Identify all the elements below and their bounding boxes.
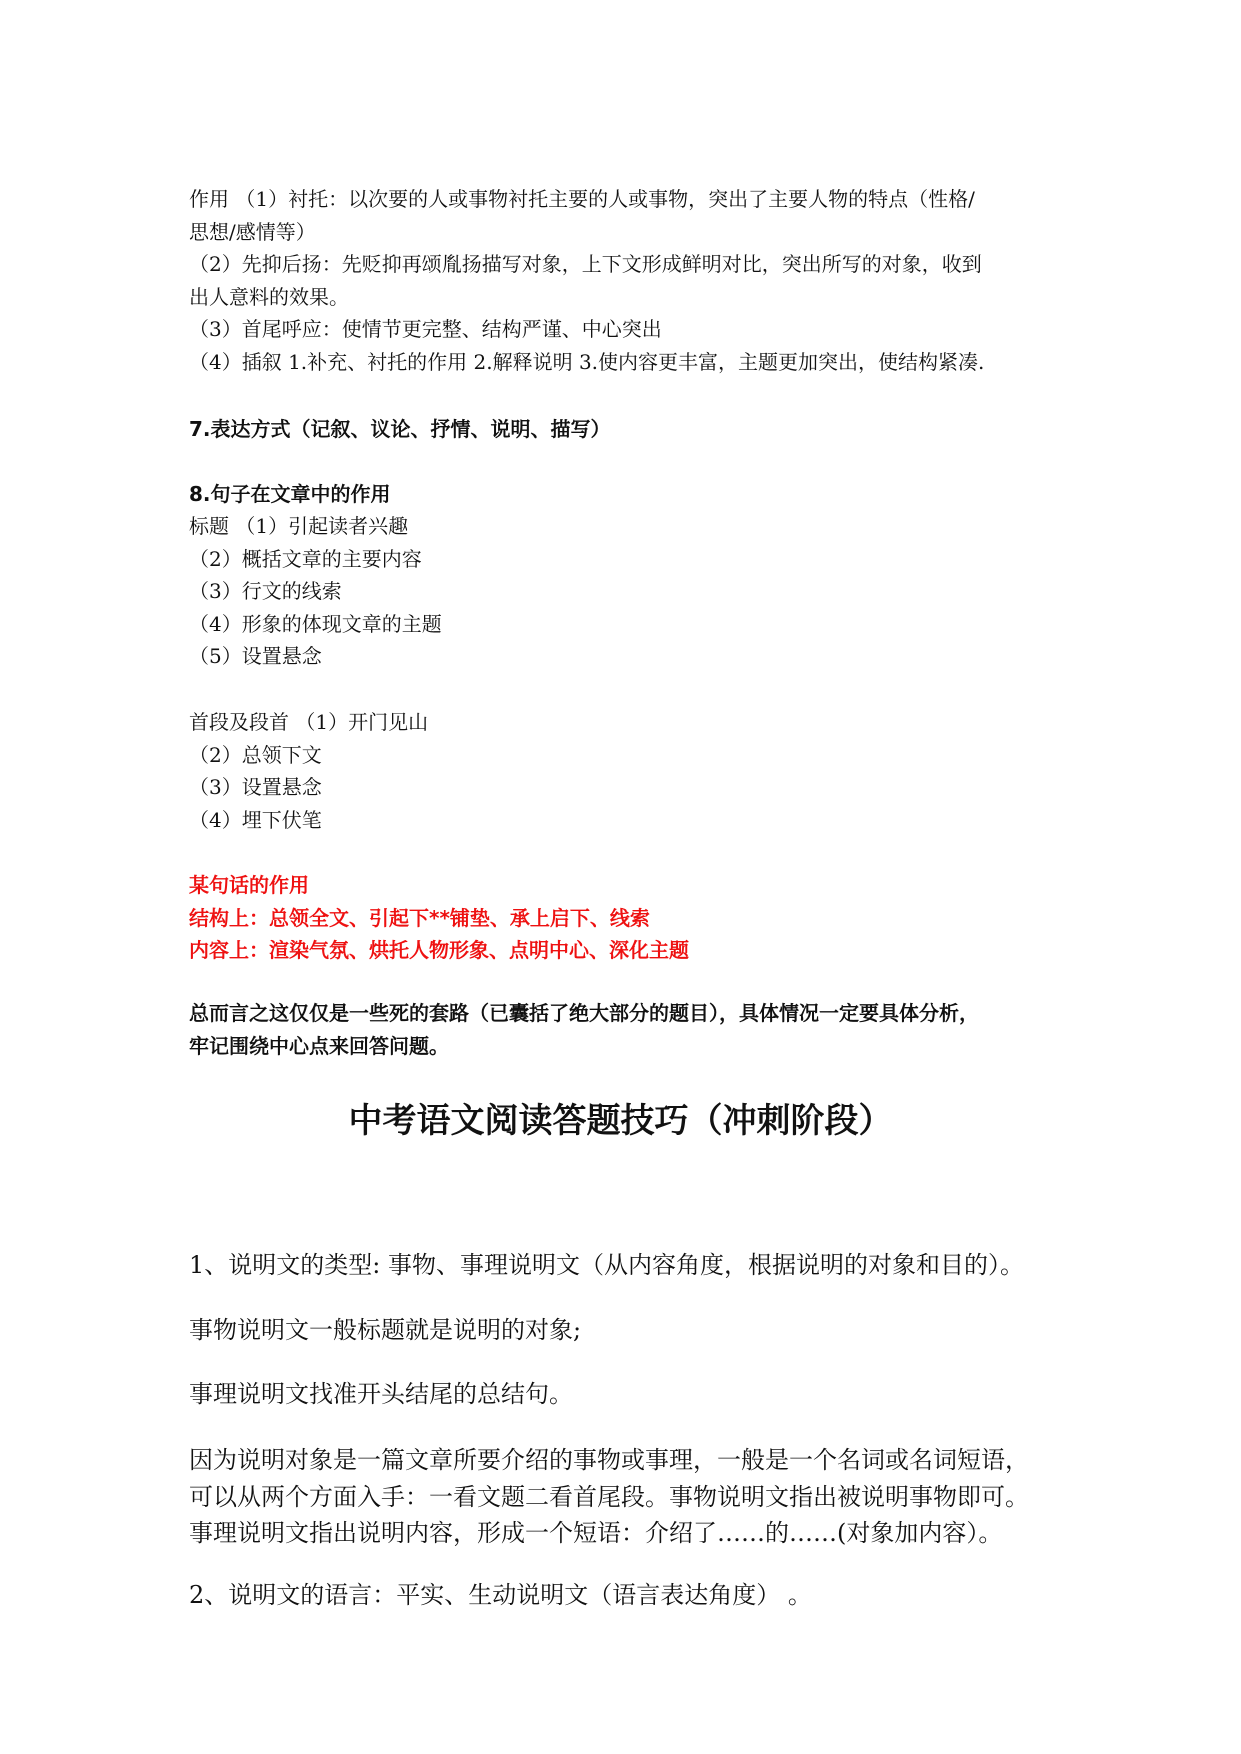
text-line: 内容上：渲染气氛、烘托人物形象、点明中心、深化主题 [189, 938, 689, 962]
text-line: 首段及段首 （1）开门见山 [189, 710, 429, 734]
main-title: 中考语文阅读答题技巧（冲刺阶段） [348, 1101, 893, 1141]
text-line: 出人意料的效果。 [189, 284, 349, 309]
narrative-techniques-block [189, 183, 984, 378]
text-line: （3）设置悬念 [189, 775, 322, 799]
paragraph-summary-sentence: 事理说明文找准开头结尾的总结句。 [189, 1380, 573, 1408]
text-line: （4）插叙 1.补充、衬托的作用 2.解释说明 3.使内容更丰富，主题更加突出，使结构紧凑. [189, 349, 985, 374]
first-paragraph-function-block [189, 706, 428, 836]
section-heading-7: 7.表达方式（记叙、议论、抒情、说明、描写） [189, 417, 611, 441]
text-line: 事理说明文指出说明内容，形成一个短语：介绍了……的……(对象加内容）。 [189, 1519, 1003, 1547]
text-line: （3）首尾呼应：使情节更完整、结构严谨、中心突出 [189, 317, 662, 341]
text-line: （2）总领下文 [189, 742, 322, 767]
paragraph-language: 2、说明文的语言：平实、生动说明文（语言表达角度） 。 [189, 1581, 812, 1609]
summary-note [189, 997, 979, 1062]
text-line: （2）概括文章的主要内容 [189, 546, 422, 571]
paragraph-object-explanation [189, 1442, 1029, 1552]
text-line: 作用 （1）衬托：以次要的人或事物衬托主要的人或事物，突出了主要人物的特点（性格/ [189, 187, 975, 211]
text-line: 总而言之这仅仅是一些死的套路（已囊括了绝大部分的题目），具体情况一定要具体分析， [189, 1001, 979, 1025]
text-line: 因为说明对象是一篇文章所要介绍的事物或事理，一般是一个名词或名词短语， [189, 1446, 1029, 1474]
text-line: （4）埋下伏笔 [189, 807, 322, 832]
paragraph-explanatory-types: 1、说明文的类型: 事物、事理说明文（从内容角度，根据说明的对象和目的）。 [189, 1251, 1024, 1279]
title-function-block [189, 510, 442, 673]
text-line: 结构上：总领全文、引起下**铺垫、承上启下、线索 [189, 905, 650, 930]
text-line: 牢记围绕中心点来回答问题。 [189, 1033, 449, 1058]
text-line: 可以从两个方面入手：一看文题二看首尾段。事物说明文指出被说明事物即可。 [189, 1482, 1029, 1511]
text-line: （5）设置悬念 [189, 644, 322, 668]
text-line: （2）先抑后扬：先贬抑再颂胤扬描写对象，上下文形成鲜明对比，突出所写的对象，收到 [189, 252, 982, 276]
text-line: 思想/感情等） [189, 219, 316, 244]
text-line: （3）行文的线索 [189, 579, 342, 603]
text-line: 某句话的作用 [189, 873, 309, 897]
text-line: （4）形象的体现文章的主题 [189, 611, 442, 636]
sentence-function-highlight [189, 869, 689, 967]
section-heading-8: 8.句子在文章中的作用 [189, 482, 391, 506]
paragraph-object-title: 事物说明文一般标题就是说明的对象; [189, 1316, 582, 1344]
text-line: 标题 （1）引起读者兴趣 [189, 514, 409, 538]
